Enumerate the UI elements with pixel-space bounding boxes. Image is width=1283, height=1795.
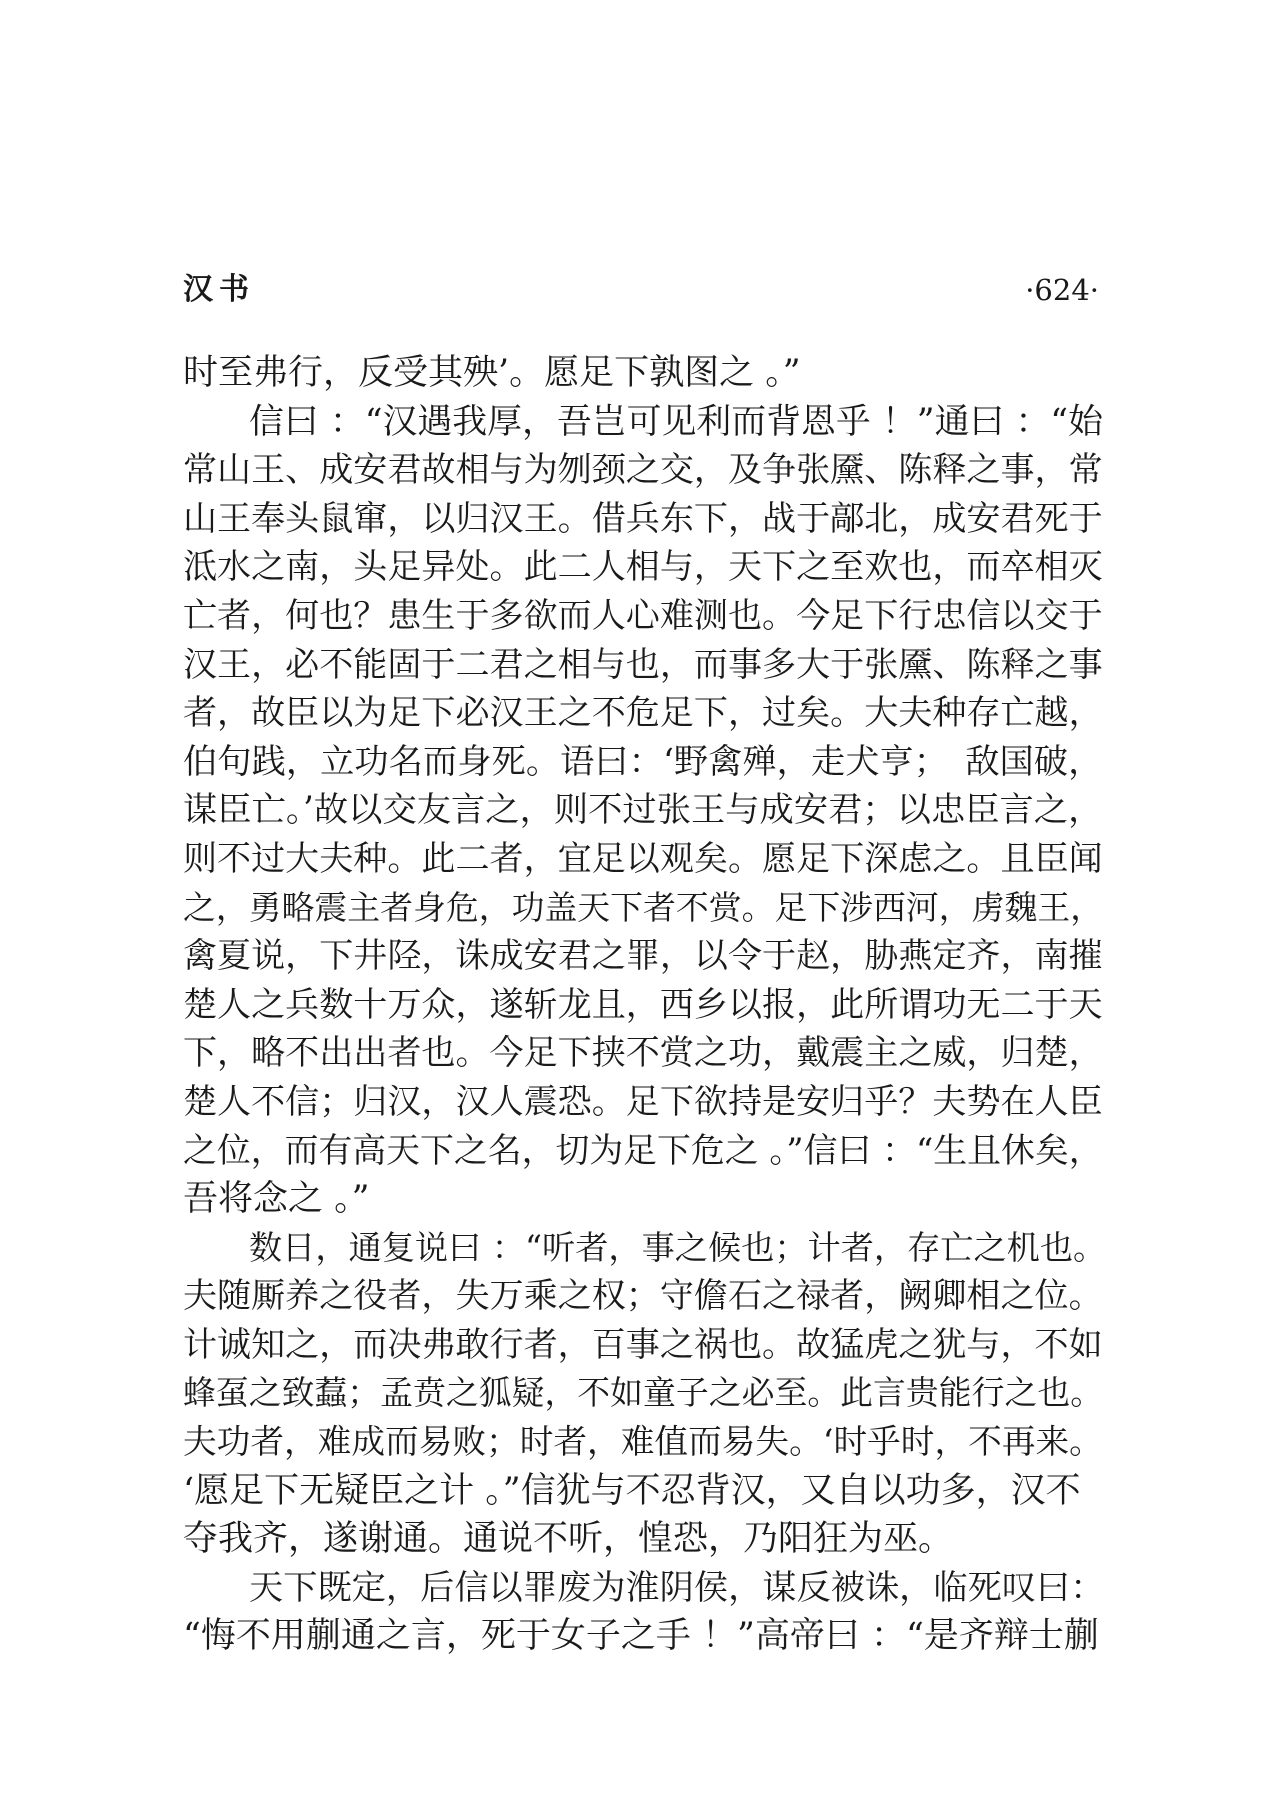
- body-text: [183, 349, 1107, 1661]
- text-line: 之位，而有高天下之名，切为足下危之 。”信曰 ：“生且休矣，: [183, 1130, 1103, 1170]
- text-line: 吾将念之 。”: [183, 1179, 370, 1220]
- running-header: [183, 268, 1099, 312]
- text-line: 泜水之南，头足异处。此二人相与，天下之至欢也，而卒相灭: [183, 547, 1103, 588]
- text-line: 伯句践，立功名而身死。语曰：‘野禽殚，走犬亨； 敌国破，: [183, 741, 1103, 782]
- text-line: “悔不用蒯通之言，死于女子之手 ！”高帝曰 ：“是齐辩士蒯: [183, 1616, 1099, 1657]
- text-line: 天下既定，后信以罪废为淮阴侯，谋反被诛，临死叹曰：: [249, 1567, 1105, 1608]
- text-line: 谋臣亡。’故以交友言之，则不过张王与成安君；以忠臣言之，: [183, 790, 1103, 831]
- book-title: 汉书: [183, 272, 255, 307]
- text-line: 楚人之兵数十万众，遂斩龙且，西乡以报，此所谓功无二于天: [183, 984, 1103, 1025]
- text-line: 信曰 ：“汉遇我厚，吾岂可见利而背恩乎 ！”通曰 ：“始: [249, 401, 1103, 442]
- text-line: 蜂虿之致蠚；孟贲之狐疑，不如童子之必至。此言贵能行之也。: [183, 1373, 1104, 1413]
- text-line: 则不过大夫种。此二者，宜足以观矣。愿足下深虑之。且臣闻: [183, 838, 1103, 879]
- text-line: 时至弗行，反受其殃’。愿足下孰图之 。”: [183, 353, 801, 393]
- text-line: 楚人不信；归汉，汉人震恐。足下欲持是安归乎？夫势在人臣: [183, 1081, 1103, 1122]
- text-line: 数日，通复说曰 ：“听者，事之候也；计者，存亡之机也。: [249, 1227, 1107, 1267]
- text-line: 常山王、成安君故相与为刎颈之交，及争张黡、陈释之事，常: [183, 450, 1103, 491]
- text-line: 下，略不出出者也。今足下挟不赏之功，戴震主之威，归楚，: [183, 1033, 1103, 1074]
- text-line: 者，故臣以为足下必汉王之不危足下，过矣。大夫种存亡越，: [183, 693, 1103, 734]
- text-line: 计诚知之，而决弗敢行者，百事之祸也。故猛虎之犹与，不如: [183, 1324, 1103, 1365]
- text-line: 夫功者，难成而易败；时者，难值而易失。‘时乎时，不再来。: [183, 1422, 1103, 1462]
- text-line: 之，勇略震主者身危，功盖天下者不赏。足下涉西河，虏魏王，: [183, 887, 1104, 927]
- text-line: 夫随厮养之役者，失万乘之权；守儋石之禄者，阙卿相之位。: [183, 1276, 1103, 1317]
- text-line: 禽夏说，下井陉，诛成安君之罪，以令于赵，胁燕定齐，南摧: [183, 936, 1103, 977]
- text-line: 汉王，必不能固于二君之相与也，而事多大于张黡、陈释之事: [183, 644, 1103, 685]
- text-line: ‘愿足下无疑臣之计 。”信犹与不忍背汉，又自以功多，汉不: [183, 1470, 1081, 1511]
- text-line: 亡者，何也？患生于多欲而人心难测也。今足下行忠信以交于: [183, 595, 1103, 636]
- text-line: 夺我齐，遂谢通。通说不听，惶恐，乃阳狂为巫。: [183, 1519, 954, 1560]
- page-number: ·624·: [1025, 273, 1099, 307]
- text-line: 山王奉头鼠窜，以归汉王。借兵东下，战于鄗北，成安君死于: [183, 498, 1103, 539]
